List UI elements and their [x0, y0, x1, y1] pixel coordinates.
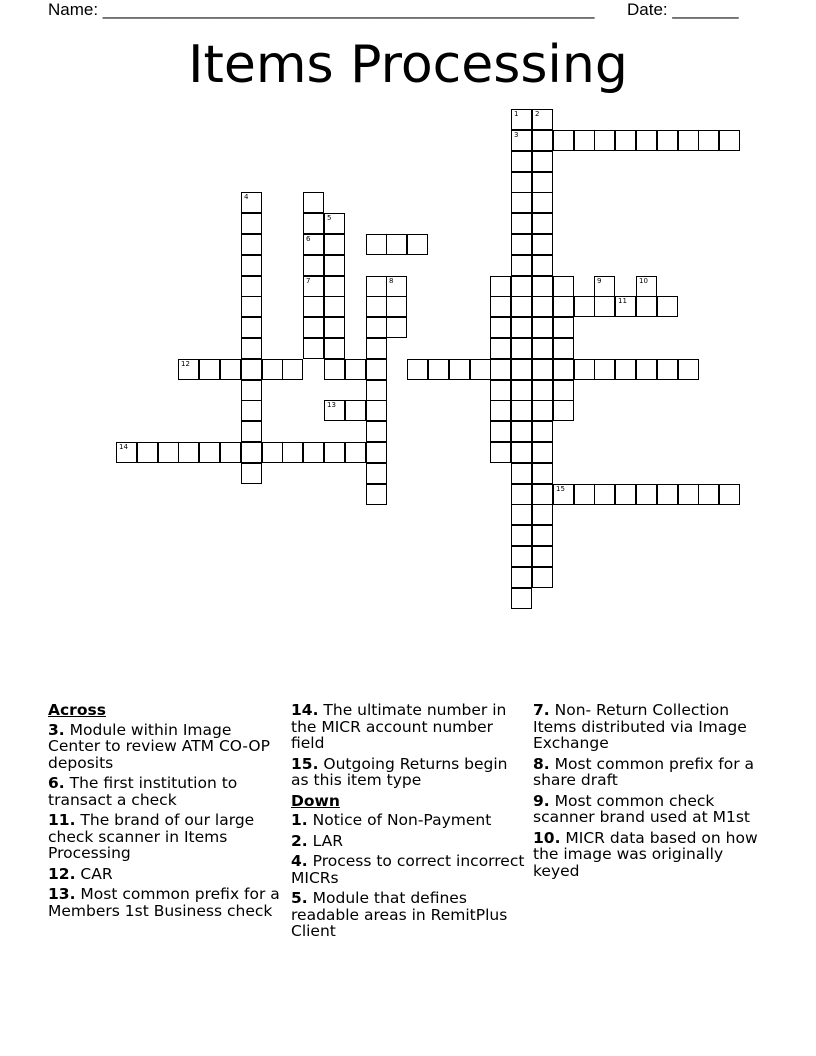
clues-column-3: [533, 702, 769, 883]
clue-number-label: 1: [514, 110, 519, 118]
grid-cell[interactable]: [553, 380, 574, 401]
grid-cell[interactable]: [532, 504, 553, 525]
clue-number-label: 7: [306, 277, 311, 285]
grid-cell[interactable]: [324, 359, 345, 380]
clue-text: Most common prefix for a Members 1st Business check: [48, 885, 280, 920]
clue-text: Module within Image Center to review ATM CO-OP deposits: [48, 720, 270, 772]
grid-cell[interactable]: [366, 338, 387, 359]
clue-text: Module that defines readable areas in RemitPlus Client: [291, 889, 508, 940]
clue-number: 7.: [533, 701, 550, 719]
grid-cell[interactable]: [532, 442, 553, 463]
clue-text: CAR: [80, 864, 113, 883]
grid-cell[interactable]: [532, 130, 553, 151]
grid-cell[interactable]: [303, 338, 324, 359]
grid-cell[interactable]: [532, 484, 553, 505]
grid-cell[interactable]: [324, 213, 345, 234]
grid-cell[interactable]: [719, 130, 740, 151]
clue-text: The brand of our large check scanner in Items Processing: [48, 811, 255, 862]
grid-cell[interactable]: [407, 234, 428, 255]
clue-across-6: [48, 775, 284, 808]
grid-cell[interactable]: [386, 276, 407, 297]
grid-cell[interactable]: [241, 276, 262, 297]
grid-cell[interactable]: [262, 359, 283, 380]
clue-number-label: 2: [535, 110, 540, 118]
grid-cell[interactable]: [241, 317, 262, 338]
clue-across-12: [48, 866, 284, 883]
grid-cell[interactable]: [490, 359, 511, 380]
grid-cell[interactable]: [532, 359, 553, 380]
grid-cell[interactable]: [137, 442, 158, 463]
grid-cell[interactable]: [532, 338, 553, 359]
clue-number: 5.: [291, 889, 308, 907]
grid-cell[interactable]: [636, 130, 657, 151]
clue-text: Process to correct incorrect MICRs: [291, 852, 525, 887]
clue-text: Outgoing Returns begin as this item type: [291, 754, 508, 789]
clue-down-9: [533, 793, 769, 826]
grid-cell[interactable]: [241, 359, 262, 380]
grid-cell[interactable]: [428, 359, 449, 380]
grid-cell[interactable]: [386, 234, 407, 255]
clues-column-1: [48, 702, 284, 923]
grid-cell[interactable]: [511, 359, 532, 380]
date-field[interactable]: Date: _______: [627, 0, 739, 19]
grid-cell[interactable]: [657, 484, 678, 505]
clue-number: 14.: [291, 701, 319, 719]
grid-cell[interactable]: [324, 255, 345, 276]
grid-cell[interactable]: [490, 317, 511, 338]
grid-cell[interactable]: [241, 442, 262, 463]
clue-number-label: 4: [244, 193, 249, 201]
grid-cell[interactable]: [386, 317, 407, 338]
clue-number-label: 6: [306, 235, 311, 243]
grid-cell[interactable]: [511, 484, 532, 505]
clue-number: 4.: [291, 852, 308, 870]
name-field[interactable]: Name: ____________________________________________________: [48, 0, 595, 19]
grid-cell[interactable]: [199, 359, 220, 380]
grid-cell[interactable]: [241, 192, 262, 213]
grid-cell[interactable]: [553, 359, 574, 380]
grid-cell[interactable]: [366, 317, 387, 338]
grid-cell[interactable]: [470, 359, 491, 380]
grid-cell[interactable]: [490, 276, 511, 297]
grid-cell[interactable]: [532, 525, 553, 546]
grid-cell[interactable]: [241, 255, 262, 276]
clue-number-label: 9: [597, 277, 602, 285]
grid-cell[interactable]: [594, 484, 615, 505]
grid-cell[interactable]: [178, 442, 199, 463]
grid-cell[interactable]: [303, 234, 324, 255]
clue-across-11: [48, 812, 284, 862]
grid-cell[interactable]: [366, 276, 387, 297]
grid-cell[interactable]: [698, 130, 719, 151]
grid-cell[interactable]: [490, 338, 511, 359]
grid-cell[interactable]: [366, 359, 387, 380]
grid-cell[interactable]: [532, 255, 553, 276]
grid-cell[interactable]: [678, 484, 699, 505]
clue-text: LAR: [312, 831, 343, 850]
grid-cell[interactable]: [241, 421, 262, 442]
clue-number-label: 11: [618, 297, 627, 305]
clue-number-label: 8: [389, 277, 394, 285]
grid-cell[interactable]: [241, 400, 262, 421]
grid-cell[interactable]: [511, 442, 532, 463]
grid-cell[interactable]: [366, 234, 387, 255]
grid-cell[interactable]: [241, 296, 262, 317]
grid-cell[interactable]: [366, 421, 387, 442]
grid-cell[interactable]: [511, 421, 532, 442]
grid-cell[interactable]: [532, 463, 553, 484]
grid-cell[interactable]: [511, 234, 532, 255]
grid-cell[interactable]: [449, 359, 470, 380]
clue-number: 6.: [48, 774, 65, 792]
clue-number: 8.: [533, 754, 550, 773]
grid-cell[interactable]: [241, 234, 262, 255]
clue-number: 3.: [48, 720, 65, 739]
grid-cell[interactable]: [511, 151, 532, 172]
clue-text: Most common check scanner brand used at M1st: [533, 791, 750, 826]
grid-cell[interactable]: [282, 359, 303, 380]
grid-cell[interactable]: [303, 317, 324, 338]
grid-cell[interactable]: [594, 130, 615, 151]
clue-number-label: 3: [514, 131, 519, 139]
grid-cell[interactable]: [324, 442, 345, 463]
grid-cell[interactable]: [532, 276, 553, 297]
grid-cell[interactable]: [532, 567, 553, 588]
clue-number-label: 13: [327, 401, 336, 409]
grid-cell[interactable]: [303, 276, 324, 297]
page-title: Items Processing: [188, 35, 628, 95]
grid-cell[interactable]: [511, 213, 532, 234]
grid-cell[interactable]: [324, 234, 345, 255]
grid-cell[interactable]: [698, 484, 719, 505]
grid-cell[interactable]: [553, 317, 574, 338]
clue-text: Notice of Non-Payment: [312, 811, 492, 829]
grid-cell[interactable]: [116, 442, 137, 463]
grid-cell[interactable]: [574, 484, 595, 505]
grid-cell[interactable]: [490, 442, 511, 463]
grid-cell[interactable]: [407, 359, 428, 380]
clue-down-4: [291, 853, 527, 886]
grid-cell[interactable]: [657, 130, 678, 151]
grid-cell[interactable]: [532, 213, 553, 234]
grid-cell[interactable]: [511, 400, 532, 421]
clue-down-1: [291, 812, 527, 829]
grid-cell[interactable]: [532, 546, 553, 567]
grid-cell[interactable]: [490, 400, 511, 421]
clue-down-8: [533, 756, 769, 789]
clue-number: 11.: [48, 811, 76, 829]
grid-cell[interactable]: [574, 130, 595, 151]
grid-cell[interactable]: [241, 380, 262, 401]
grid-cell[interactable]: [719, 484, 740, 505]
grid-cell[interactable]: [615, 296, 636, 317]
clue-down-2: [291, 833, 527, 850]
clue-across-3: [48, 722, 284, 772]
grid-cell[interactable]: [511, 130, 532, 151]
grid-cell[interactable]: [511, 504, 532, 525]
grid-cell[interactable]: [553, 276, 574, 297]
grid-cell[interactable]: [490, 380, 511, 401]
grid-cell[interactable]: [553, 130, 574, 151]
grid-cell[interactable]: [615, 484, 636, 505]
grid-cell[interactable]: [615, 130, 636, 151]
grid-cell[interactable]: [553, 296, 574, 317]
grid-cell[interactable]: [511, 172, 532, 193]
across-heading: Across: [48, 701, 106, 719]
grid-cell[interactable]: [657, 359, 678, 380]
grid-cell[interactable]: [366, 442, 387, 463]
down-heading: Down: [291, 791, 340, 810]
grid-cell[interactable]: [366, 400, 387, 421]
grid-cell[interactable]: [366, 463, 387, 484]
grid-cell[interactable]: [532, 192, 553, 213]
grid-cell[interactable]: [324, 317, 345, 338]
clue-text: The ultimate number in the MICR account number field: [291, 701, 507, 752]
grid-cell[interactable]: [511, 338, 532, 359]
clue-number: 10.: [533, 828, 561, 847]
clue-number: 15.: [291, 754, 319, 773]
clue-across-14: [291, 702, 527, 752]
grid-cell[interactable]: [511, 380, 532, 401]
grid-cell[interactable]: [511, 276, 532, 297]
grid-cell[interactable]: [324, 296, 345, 317]
grid-cell[interactable]: [324, 338, 345, 359]
grid-cell[interactable]: [262, 442, 283, 463]
clue-number: 13.: [48, 885, 76, 903]
grid-cell[interactable]: [490, 296, 511, 317]
grid-cell[interactable]: [303, 255, 324, 276]
grid-cell[interactable]: [553, 400, 574, 421]
grid-cell[interactable]: [220, 359, 241, 380]
grid-cell[interactable]: [282, 442, 303, 463]
grid-cell[interactable]: [366, 380, 387, 401]
grid-cell[interactable]: [532, 421, 553, 442]
grid-cell[interactable]: [303, 442, 324, 463]
grid-cell[interactable]: [303, 213, 324, 234]
grid-cell[interactable]: [594, 296, 615, 317]
grid-cell[interactable]: [532, 151, 553, 172]
grid-cell[interactable]: [574, 296, 595, 317]
grid-cell[interactable]: [678, 130, 699, 151]
grid-cell[interactable]: [303, 296, 324, 317]
grid-cell[interactable]: [594, 359, 615, 380]
clue-down-7: [533, 702, 769, 752]
grid-cell[interactable]: [324, 400, 345, 421]
grid-cell[interactable]: [511, 296, 532, 317]
grid-cell[interactable]: [511, 255, 532, 276]
grid-cell[interactable]: [511, 546, 532, 567]
grid-cell[interactable]: [490, 421, 511, 442]
clue-number-label: 5: [327, 214, 332, 222]
grid-cell[interactable]: [345, 359, 366, 380]
grid-cell[interactable]: [636, 484, 657, 505]
grid-cell[interactable]: [532, 109, 553, 130]
clue-number: 2.: [291, 831, 308, 850]
clue-number: 9.: [533, 791, 550, 810]
clue-number: 1.: [291, 811, 308, 829]
grid-cell[interactable]: [657, 296, 678, 317]
grid-cell[interactable]: [532, 172, 553, 193]
grid-cell[interactable]: [553, 484, 574, 505]
clue-text: MICR data based on how the image was originally keyed: [533, 828, 758, 880]
grid-cell[interactable]: [678, 359, 699, 380]
grid-cell[interactable]: [594, 276, 615, 297]
grid-cell[interactable]: [574, 359, 595, 380]
grid-cell[interactable]: [532, 317, 553, 338]
grid-cell[interactable]: [345, 442, 366, 463]
clue-number-label: 14: [119, 443, 128, 451]
clue-down-5: [291, 890, 527, 940]
grid-cell[interactable]: [615, 359, 636, 380]
grid-cell[interactable]: [220, 442, 241, 463]
clue-number-label: 12: [181, 360, 190, 368]
grid-cell[interactable]: [532, 400, 553, 421]
grid-cell[interactable]: [553, 338, 574, 359]
grid-cell[interactable]: [345, 400, 366, 421]
clue-text: Most common prefix for a share draft: [533, 754, 755, 789]
grid-cell[interactable]: [532, 234, 553, 255]
grid-cell[interactable]: [178, 359, 199, 380]
grid-cell[interactable]: [303, 192, 324, 213]
clue-across-13: [48, 886, 284, 919]
grid-cell[interactable]: [241, 213, 262, 234]
grid-cell[interactable]: [511, 463, 532, 484]
grid-cell[interactable]: [511, 588, 532, 609]
grid-cell[interactable]: [532, 296, 553, 317]
clue-number-label: 15: [556, 485, 565, 493]
grid-cell[interactable]: [386, 296, 407, 317]
grid-cell[interactable]: [199, 442, 220, 463]
grid-cell[interactable]: [636, 276, 657, 297]
grid-cell[interactable]: [532, 380, 553, 401]
grid-cell[interactable]: [324, 276, 345, 297]
grid-cell[interactable]: [511, 567, 532, 588]
clue-text: The first institution to transact a check: [48, 774, 238, 809]
clue-down-10: [533, 830, 769, 880]
grid-cell[interactable]: [636, 359, 657, 380]
clues-column-2: [291, 702, 527, 944]
grid-cell[interactable]: [511, 317, 532, 338]
grid-cell[interactable]: [241, 463, 262, 484]
grid-cell[interactable]: [511, 192, 532, 213]
grid-cell[interactable]: [636, 296, 657, 317]
grid-cell[interactable]: [366, 296, 387, 317]
clue-text: Non- Return Collection Items distributed via Image Exchange: [533, 701, 747, 752]
grid-cell[interactable]: [511, 109, 532, 130]
clue-number-label: 10: [639, 277, 648, 285]
grid-cell[interactable]: [158, 442, 179, 463]
clue-number: 12.: [48, 864, 76, 883]
grid-cell[interactable]: [366, 484, 387, 505]
grid-cell[interactable]: [241, 338, 262, 359]
clue-across-15: [291, 756, 527, 789]
grid-cell[interactable]: [511, 525, 532, 546]
